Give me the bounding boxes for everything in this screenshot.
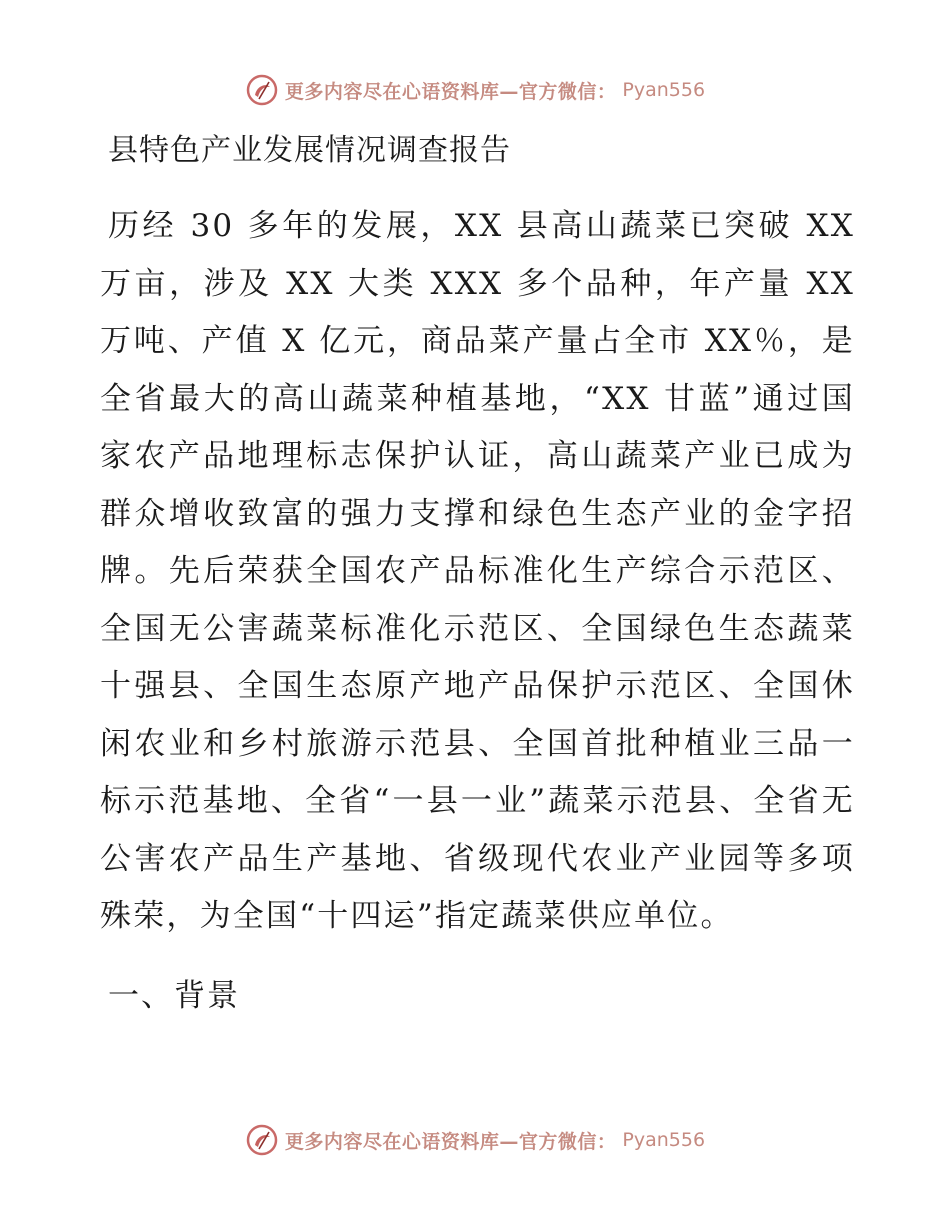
body-paragraph: 历经 30 多年的发展，XX 县高山蔬菜已突破 XX 万亩，涉及 XX 大类 XXX 多个品种，年产量 XX 万吨、产值 X 亿元，商品菜产量占全市 XX％，是全省最大的高山蔬菜种植基地，“XX 甘蓝”通过国家农产品地理标志保护认证，高山蔬菜产业已成为群众增收致富的强力支撑和绿色生态产业的金字招牌。先后荣获全国农产品标准化生产综合示范区、全国无公害蔬菜标准化示范区、全国绿色生态蔬菜十强县、全国生态原产地产品保护示范区、全国休闲农业和乡村旅游示范县、全国首批种植业三品一标示范基地、全省“一县一业”蔬菜示范县、全省无公害农产品生产基地、省级现代农业产业园等多项殊荣，为全国“十四运”指定蔬菜供应单位。 [100,208,855,934]
watermark-wechat-id: Pyan556 [622,79,706,101]
swirl-logo-icon [245,73,279,107]
watermark-text: 更多内容尽在心语资料库—官方微信： [284,1130,617,1153]
watermark-text: 更多内容尽在心语资料库—官方微信： [284,80,617,103]
document-title: 县特色产业发展情况调查报告 [108,133,511,168]
section-heading: 一、背景 [108,978,240,1014]
footer-watermark [0,1120,950,1160]
swirl-logo-icon [245,1123,279,1157]
header-watermark [0,70,950,110]
watermark-wechat-id: Pyan556 [622,1129,706,1151]
